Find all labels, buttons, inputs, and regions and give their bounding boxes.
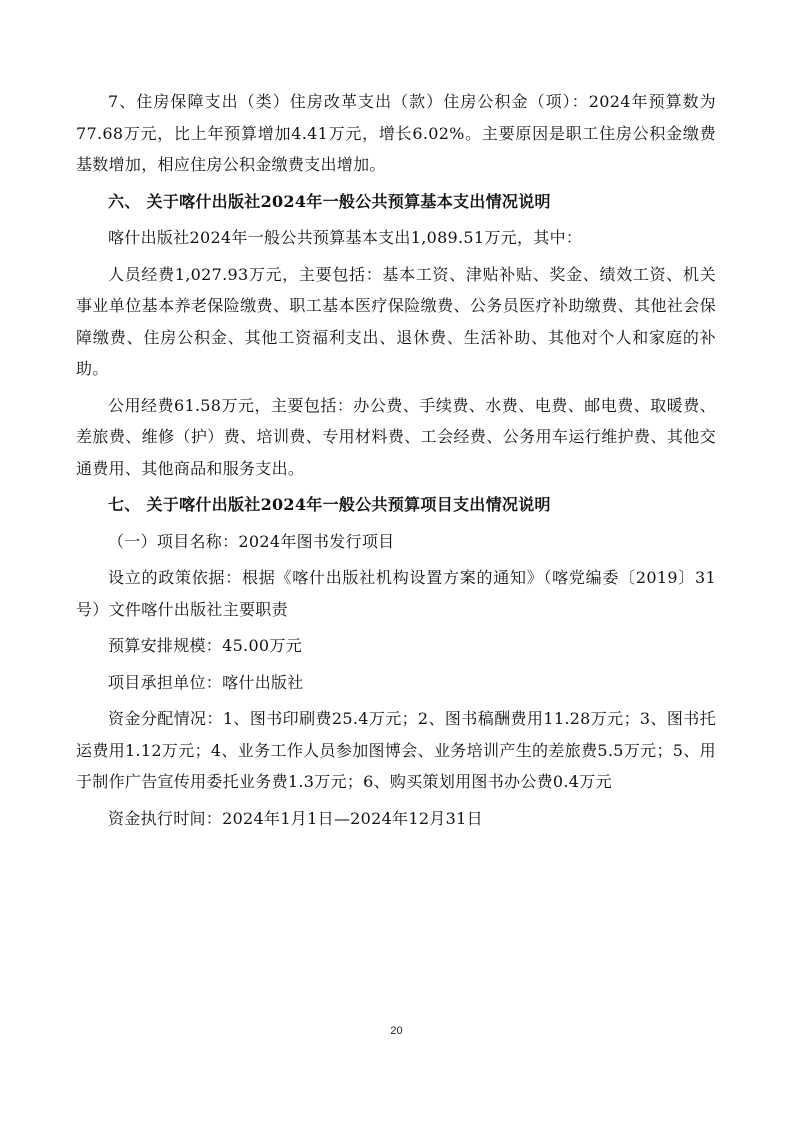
page-number: 20 (390, 1025, 403, 1037)
paragraph-project-unit: 项目承担单位：喀什出版社 (108, 672, 304, 692)
paragraph-budget-scale: 预算安排规模：45.00万元 (108, 636, 303, 655)
paragraph-fund-allocation: 资金分配情况：1、图书印刷费25.4万元；2、图书稿酬费用11.28万元；3、图书托运费用1.12万元；4、业务工作人员参加图博会、业务培训产生的差旅费5.5万元；5、用于制作广告宣传用委托业务费1.3万元；6、购买策划用图书办公费0.4万元 (76, 709, 716, 791)
section-heading-project-expenditure: 七、 关于喀什出版社2024年一般公共预算项目支出情况说明 (108, 495, 551, 514)
paragraph-personnel-expenses: 人员经费1,027.93万元，主要包括：基本工资、津贴补贴、奖金、绩效工资、机关事业单位基本养老保险缴费、职工基本医疗保险缴费、公务员医疗补助缴费、其他社会保障缴费、住房公积金、其他工资福利支出、退休费、生活补助、其他对个人和家庭的补助。 (76, 264, 716, 378)
paragraph-basic-expenditure-total: 喀什出版社2024年一般公共预算基本支出1,089.51万元，其中： (108, 228, 583, 247)
paragraph-housing-fund: 7、住房保障支出（类）住房改革支出（款）住房公积金（项）：2024年预算数为77.68万元，比上年预算增加4.41万元，增长6.02%。主要原因是职工住房公积金缴费基数增加，相应住房公积金缴费支出增加。 (76, 92, 716, 174)
paragraph-execution-time: 资金执行时间：2024年1月1日—2024年12月31日 (108, 808, 483, 828)
document-body (76, 86, 716, 839)
section-heading-basic-expenditure: 六、 关于喀什出版社2024年一般公共预算基本支出情况说明 (108, 191, 551, 211)
paragraph-project-name: （一）项目名称：2024年图书发行项目 (108, 531, 395, 551)
paragraph-policy-basis: 设立的政策依据：根据《喀什出版社机构设置方案的通知》（喀党编委〔2019〕31号）文件喀什出版社主要职责 (76, 568, 716, 619)
paragraph-public-expenses: 公用经费61.58万元，主要包括：办公费、手续费、水费、电费、邮电费、取暖费、差旅费、维修（护）费、培训费、专用材料费、工会经费、公务用车运行维护费、其他交通费用、其他商品和服务支出。 (76, 395, 716, 478)
